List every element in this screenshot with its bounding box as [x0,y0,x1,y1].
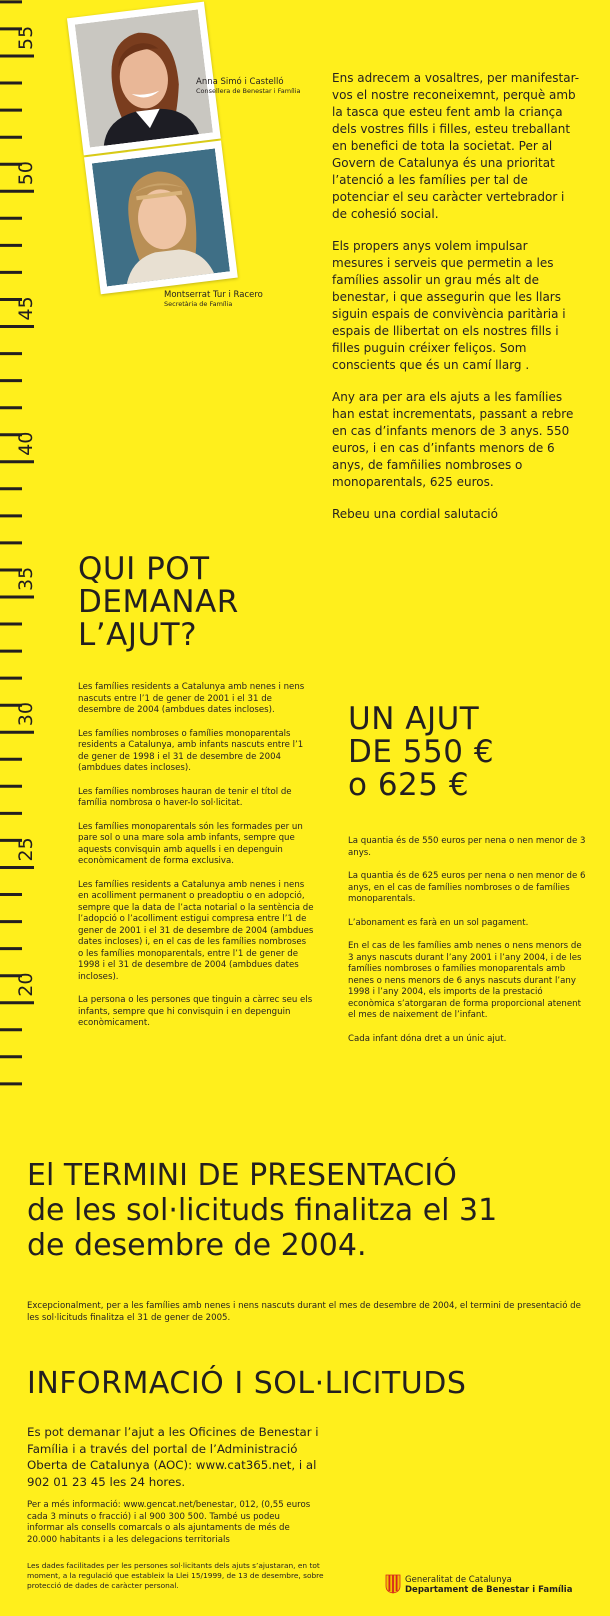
person-role: Secretària de Família [164,299,233,308]
person-role: Consellera de Benestar i Família [196,86,301,95]
caption-montserrat-tur [164,291,263,308]
heading-line: DEMANAR [78,584,239,620]
heading-line: DE 550 € [348,734,495,770]
info-main-text: Es pot demanar l’ajut a les Oficines de Benestar i Família i a través del portal de l’Administració Oberta de Catalunya (AOC): www.cat365.net, i al 902 01 23 45 les 24 hores. [27,1425,319,1489]
ajut-paragraph: L’abonament es farà en un sol pagament. [348,917,529,928]
headline-line: El TERMINI DE PRESENTACIÓ [27,1158,457,1193]
termini-headline [27,1158,602,1263]
qui-pot-text [78,682,314,1042]
department-name: Departament de Benestar i Família [405,1585,573,1595]
ajut-text [348,836,586,1057]
generalitat-name: Generalitat de Catalunya [405,1575,512,1585]
ajut-paragraph: En el cas de les famílies amb nenes o nens menors de 3 anys nascuts durant l’any 2001 i l’any 2004, i de les famílies nombroses o famílies monoparentals amb nenes o nens menors de 6 anys nascuts durant l’any 1998 i l’any 2004, els imports de la prestació econòmica s’atorgaran de forma proporcional atenent el mes de naixement de l’infant. [348,941,582,1020]
letter-closing: Rebeu una cordial salutació [332,507,498,521]
headline-line: de les sol·licituds finalitza el 31 [27,1193,498,1228]
headline-line: de desembre de 2004. [27,1228,367,1263]
info-heading: INFORMACIÓ I SOL·LICITUDS [27,1366,467,1401]
qui-pot-paragraph: Les famílies residents a Catalunya amb nenes i nens en acolliment permanent o preadoptiu o en adopció, sempre que la data de l’acta notarial o la sentència de l’adopció o l’acolliment estigui compresa entre l’1 de gener de 2001 i el 31 de desembre de 2004 (ambdues dates incloses) i, en el cas de les famílies nombroses o les famílies monoparentals, entre l’1 de gener de 1998 i el 31 de desembre de 2004 (ambdues dates incloses). [78,879,314,982]
qui-pot-paragraph: La persona o les persones que tinguin a càrrec seu els infants, sempre que hi convisquin i en depenguin econòmicament. [78,995,313,1028]
ruler-label: 45 [15,296,37,321]
portrait-woman-2 [92,148,230,286]
ruler-label: 30 [15,702,37,727]
ajut-heading [348,703,494,802]
qui-pot-heading [78,553,239,652]
person-name: Anna Simó i Castelló [196,77,284,87]
data-protection-notice: Les dades facilitades per les persones sol·licitants dels ajuts s’ajustaran, en tot moment, a la regulació que estableix la Llei 15/1999, de 13 de desembre, sobre protecció de dades de caràcter personal. [27,1561,324,1590]
ajut-paragraph: La quantia és de 625 euros per nena o nen menor de 6 anys, en el cas de famílies nombroses o de famílies monoparentals. [348,871,586,904]
heading-line: o 625 € [348,767,470,803]
ruler-label: 20 [15,972,37,997]
portrait-woman-1 [75,9,213,147]
info-more-text: Per a més informació: www.gencat.net/benestar, 012, (0,55 euros cada 3 minuts o fracció) i al 900 300 500. També us podeu informar als consells comarcals o als ajuntaments de més de 20.000 habitants i a les delegacions territorials [27,1500,311,1545]
ruler-label: 25 [15,837,37,862]
qui-pot-paragraph: Les famílies nombroses hauran de tenir el títol de família nombrosa o haver-lo sol·licitat. [78,786,292,808]
letter-paragraph: Ens adrecem a vosaltres, per manifestar-vos el nostre reconeixemnt, perquè amb la tasca que esteu fent amb la criança dels vostres fills i filles, esteu treballant en benefici de tota la societat. Per al Govern de Catalunya és una prioritat l’atenció a les famílies per tal de potenciar el seu caràcter vertebrador i de cohesió social. [332,71,580,221]
qui-pot-paragraph: Les famílies residents a Catalunya amb nenes i nens nascuts entre l’1 de gener de 2001 i el 31 de desembre de 2004 (ambdues dates incloses). [78,682,305,715]
ruler-scale [0,0,40,1095]
ajut-paragraph: La quantia és de 550 euros per nena o nen menor de 3 anys. [348,836,586,858]
generalitat-senyera-icon [385,1574,401,1594]
person-name: Montserrat Tur i Racero [164,290,263,300]
ruler-label: 50 [15,161,37,186]
letter-paragraph: Any ara per ara els ajuts a les famílies han estat incrementats, passant a rebre en cas d’infants menors de 3 anys. 550 euros, i en cas d’infants menors de 6 anys, de famñilies nombroses o monoparentals, 625 euros. [332,390,574,489]
ruler-label: 55 [15,25,37,50]
termini-exception: Excepcionalment, per a les famílies amb nenes i nens nascuts durant el mes de desembre de 2004, el termini de presentació de les sol·licituds finalitza el 31 de gener de 2005. [27,1301,581,1323]
letter-paragraph: Els propers anys volem impulsar mesures i serveis que permetin a les famílies assolir un grau més alt de benestar, i que assegurin que les llars siguin espais de convivència paritària i espais de llibertat on els nostres fills i filles puguin créixer feliços. Som conscients que és un camí llarg . [332,239,566,372]
letter [332,70,582,538]
heading-line: UN AJUT [348,701,480,737]
ruler-label: 35 [15,566,37,591]
heading-line: QUI POT [78,551,210,587]
ruler [0,0,40,1095]
qui-pot-paragraph: Les famílies nombroses o famílies monoparentals residents a Catalunya, amb infants nascuts entre l’1 de gener de 1998 i el 31 de desembre de 2004 (ambdues dates incloses). [78,728,304,773]
photo-montserrat-tur [84,141,238,295]
caption-anna-simo [196,78,301,95]
qui-pot-paragraph: Les famílies monoparentals són les formades per un pare sol o una mare sola amb infants, sempre que aquests convisquin amb aquells i en depenguin econòmicament de forma exclusiva. [78,821,303,866]
ruler-label: 40 [15,431,37,456]
ajut-paragraph: Cada infant dóna dret a un únic ajut. [348,1033,507,1044]
heading-line: L’AJUT? [78,617,198,653]
photo-strip [55,0,250,298]
